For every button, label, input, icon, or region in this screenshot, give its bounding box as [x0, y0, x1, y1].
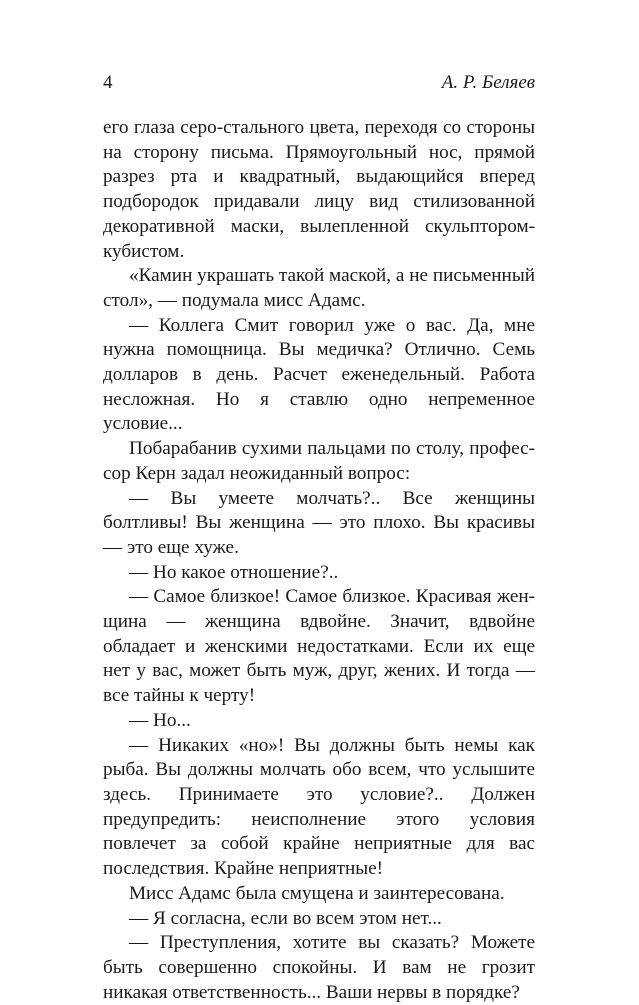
paragraph: — Никаких «но»! Вы должны быть немы как рыба. Вы должны молчать обо всем, что услышите здесь. Принимаете это условие?.. Должен предупредить: неисполнение этого условия повлечет за собой крайне неприятные для вас последствия. Крайне неприятные! [103, 734, 535, 880]
paragraph: «Камин украшать такой маской, а не письменный стол», — подумала мисс Адамс. [103, 265, 535, 311]
paragraph: — Коллега Смит говорил уже о вас. Да, мне нужна помощница. Вы медичка? Отлично. Семь долларов в день. Расчет еженедельный. Работа несложная. Но я ставлю одно непременное условие... [103, 314, 535, 435]
paragraph: — Самое близкое! Самое близкое. Красивая женщина — женщина вдвойне. Значит, вдвойне обладает и женскими недостатками. Если их еще нет у вас, может быть муж, друг, жених. И тогда — все тайны к черту! [103, 586, 535, 707]
paragraph: — Но... [129, 709, 191, 731]
paragraph: Мисс Адамс была смущена и заинтересована. [129, 882, 505, 904]
paragraph: — Но какое отношение?.. [129, 561, 339, 583]
running-head: А. Р. Беляев [441, 72, 535, 93]
page-header [103, 72, 535, 100]
paragraph: его глаза серо-стального цвета, переходя со стороны на сторону письма. Прямоугольный нос, прямой разрез рта и квадратный, выдающийся вперед подбородок придавали лицу вид стилизованной декоративной маски, вылепленной скульптором-кубистом. [103, 117, 535, 262]
paragraph: — Я согласна, если во всем этом нет... [129, 907, 442, 929]
paragraph: — Преступления, хотите вы сказать? Можете быть совершенно спокойны. И вам не грозит никакая ответственность... Ваши нервы в порядке? [103, 932, 535, 1003]
paragraph: Побарабанив сухими пальцами по столу, профессор Керн задал неожиданный вопрос: [103, 438, 535, 484]
paragraph: — Вы умеете молчать?.. Все женщины болтливы! Вы женщина — это плохо. Вы красивы — это еще хуже. [103, 487, 535, 558]
text-body [103, 116, 535, 1005]
page-number: 4 [103, 72, 113, 93]
